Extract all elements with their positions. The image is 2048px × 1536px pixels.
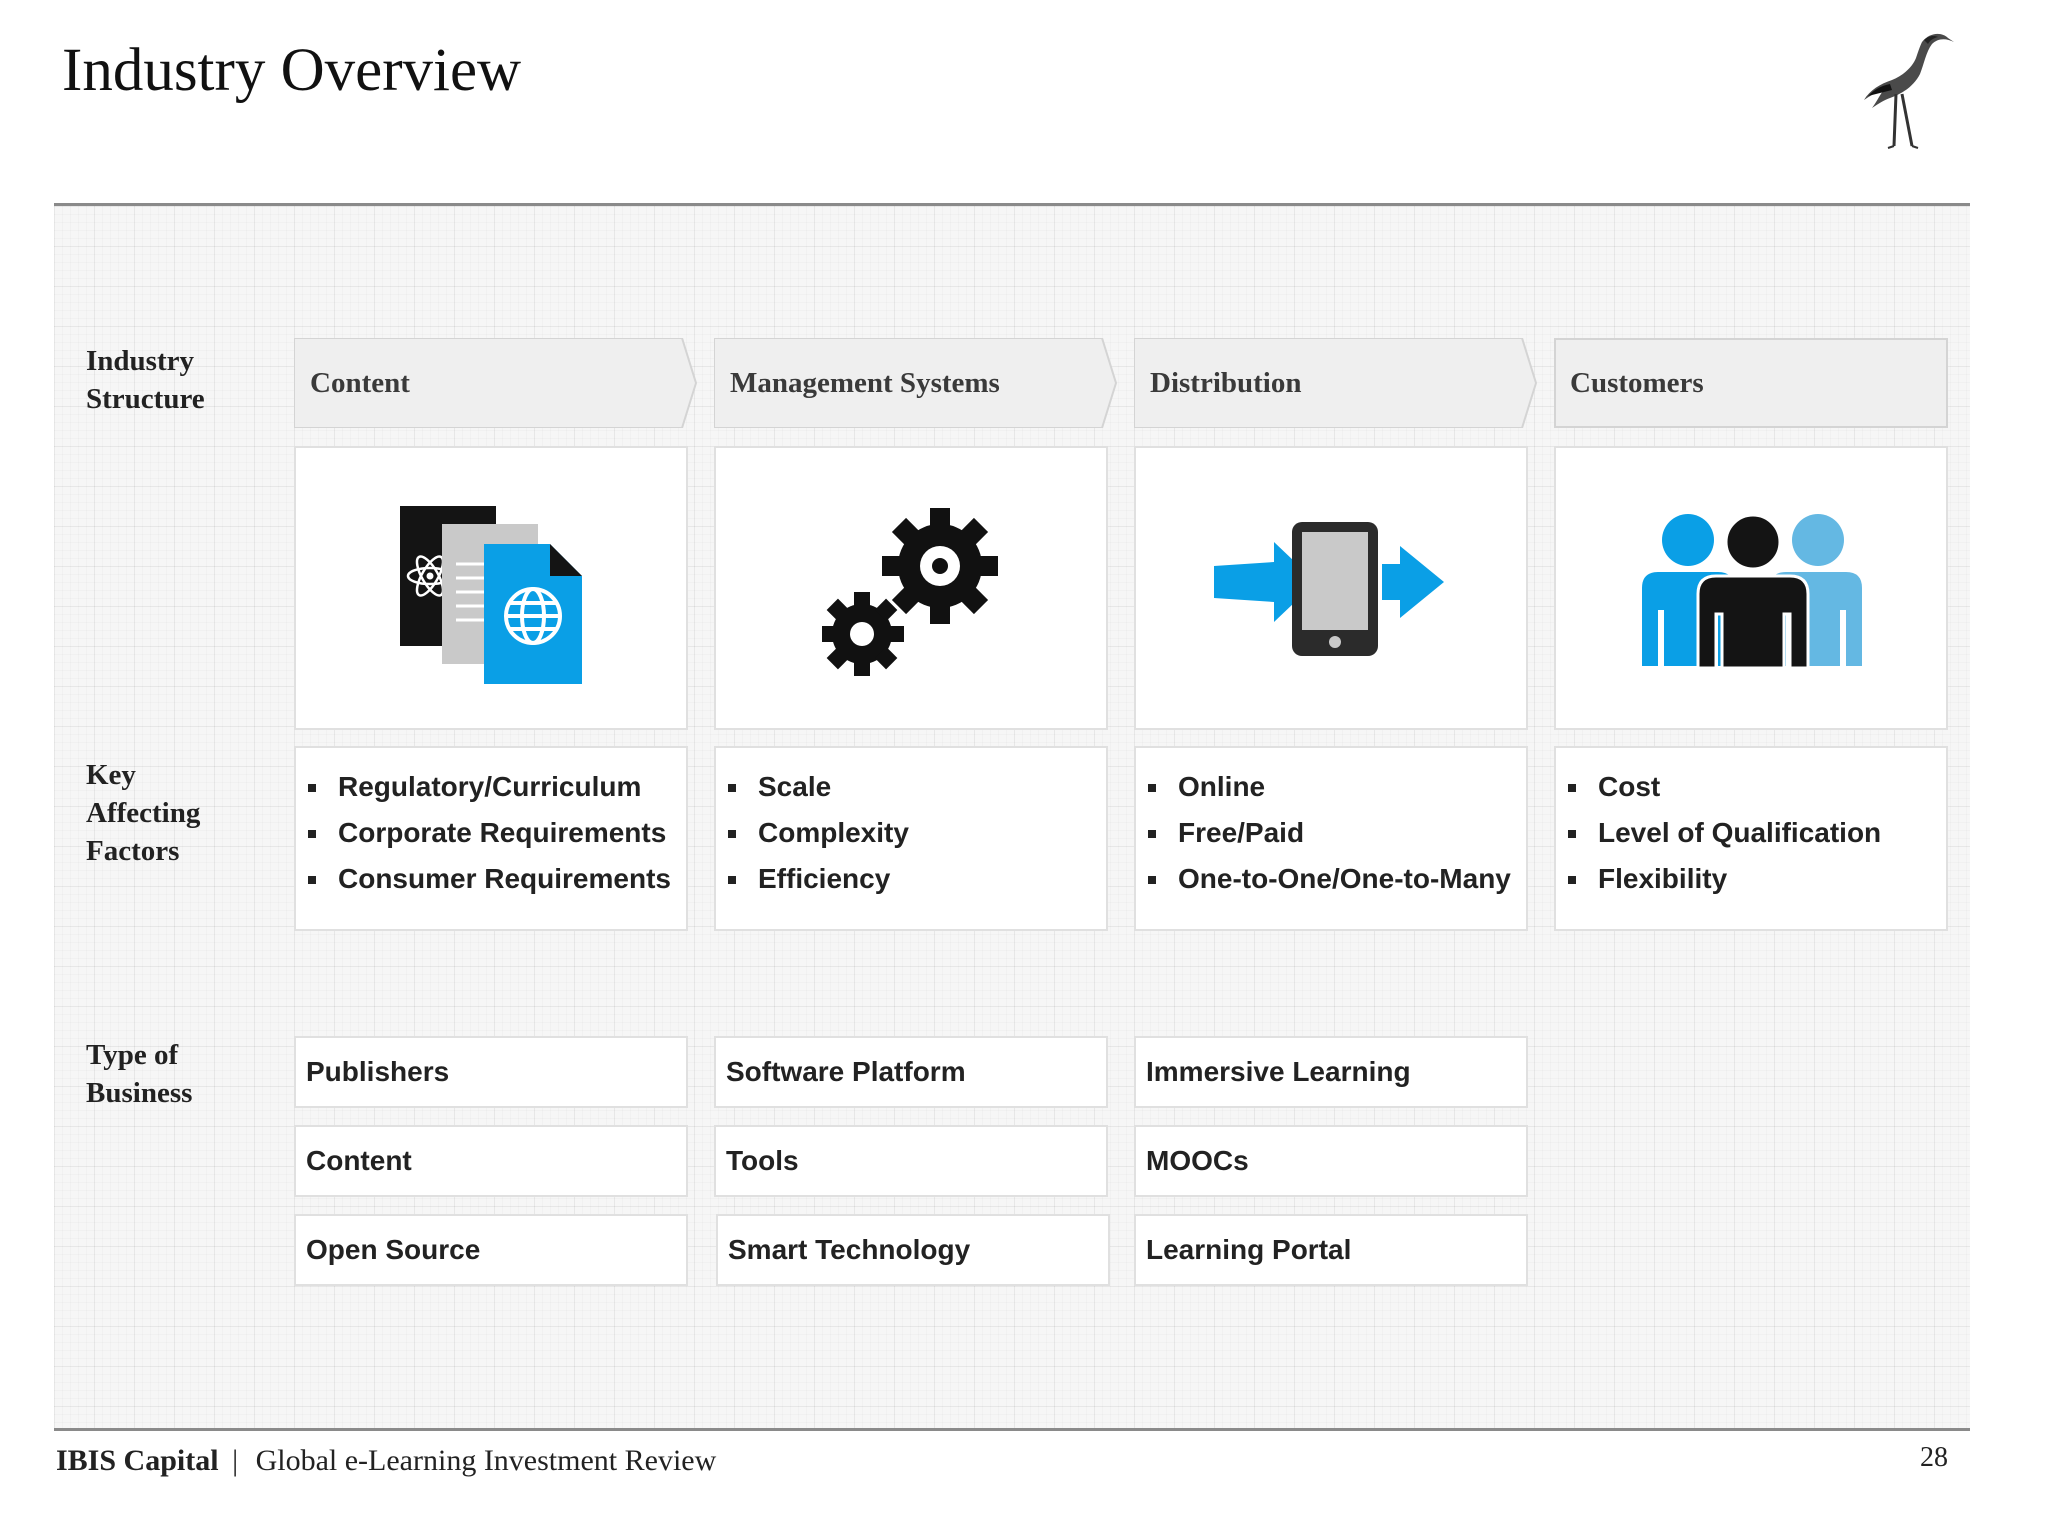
page-title: Industry Overview bbox=[62, 37, 522, 104]
factors-card-management-systems bbox=[714, 746, 1108, 931]
row-label-key-affecting-factors: Key Affecting Factors bbox=[86, 759, 201, 867]
documents-icon bbox=[396, 504, 586, 688]
page-number: 28 bbox=[1920, 1442, 1948, 1473]
footer-brand: IBIS Capital bbox=[56, 1444, 219, 1477]
row-label-type-of-business: Type of Business bbox=[86, 1039, 193, 1109]
footer bbox=[56, 1444, 716, 1478]
business-type-box: Publishers bbox=[294, 1036, 688, 1108]
factor-item: Free/Paid bbox=[1136, 810, 1526, 856]
factor-item: Scale bbox=[716, 764, 1106, 810]
factor-item: Flexibility bbox=[1556, 856, 1946, 902]
business-type-box: Software Platform bbox=[714, 1036, 1108, 1108]
factors-card-distribution bbox=[1134, 746, 1528, 931]
footer-separator: | bbox=[232, 1444, 239, 1477]
icon-card-distribution bbox=[1134, 446, 1528, 730]
factor-item: Online bbox=[1136, 764, 1526, 810]
business-type-box: Learning Portal bbox=[1134, 1214, 1528, 1286]
icon-card-content bbox=[294, 446, 688, 730]
factor-item: Regulatory/Curriculum bbox=[296, 764, 686, 810]
header-content: Content bbox=[294, 338, 702, 428]
ibis-logo bbox=[1850, 24, 1970, 150]
factor-item: Complexity bbox=[716, 810, 1106, 856]
footer-publication: Global e-Learning Investment Review bbox=[255, 1444, 717, 1477]
business-type-box: Tools bbox=[714, 1125, 1108, 1197]
business-type-box: Open Source bbox=[294, 1214, 688, 1286]
header-distribution: Distribution bbox=[1134, 338, 1542, 428]
mobile-distribution-icon bbox=[1214, 522, 1454, 662]
business-type-box: Immersive Learning bbox=[1134, 1036, 1528, 1108]
icon-card-management-systems bbox=[714, 446, 1108, 730]
factor-item: Corporate Requirements bbox=[296, 810, 686, 856]
factor-item: Efficiency bbox=[716, 856, 1106, 902]
header-customers: Customers bbox=[1554, 338, 1950, 428]
factors-card-content bbox=[294, 746, 688, 931]
row-label-industry-structure: Industry Structure bbox=[86, 345, 205, 415]
business-type-box: Content bbox=[294, 1125, 688, 1197]
gears-icon bbox=[822, 506, 1002, 676]
factor-item: Level of Qualification bbox=[1556, 810, 1946, 856]
business-type-box: MOOCs bbox=[1134, 1125, 1528, 1197]
business-type-box: Smart Technology bbox=[716, 1214, 1110, 1286]
factor-item: Cost bbox=[1556, 764, 1946, 810]
factors-card-customers bbox=[1554, 746, 1948, 931]
factor-item: One-to-One/One-to-Many bbox=[1136, 856, 1526, 902]
factor-item: Consumer Requirements bbox=[296, 856, 686, 902]
people-group-icon bbox=[1628, 510, 1876, 672]
icon-card-customers bbox=[1554, 446, 1948, 730]
header-management-systems: Management Systems bbox=[714, 338, 1122, 428]
